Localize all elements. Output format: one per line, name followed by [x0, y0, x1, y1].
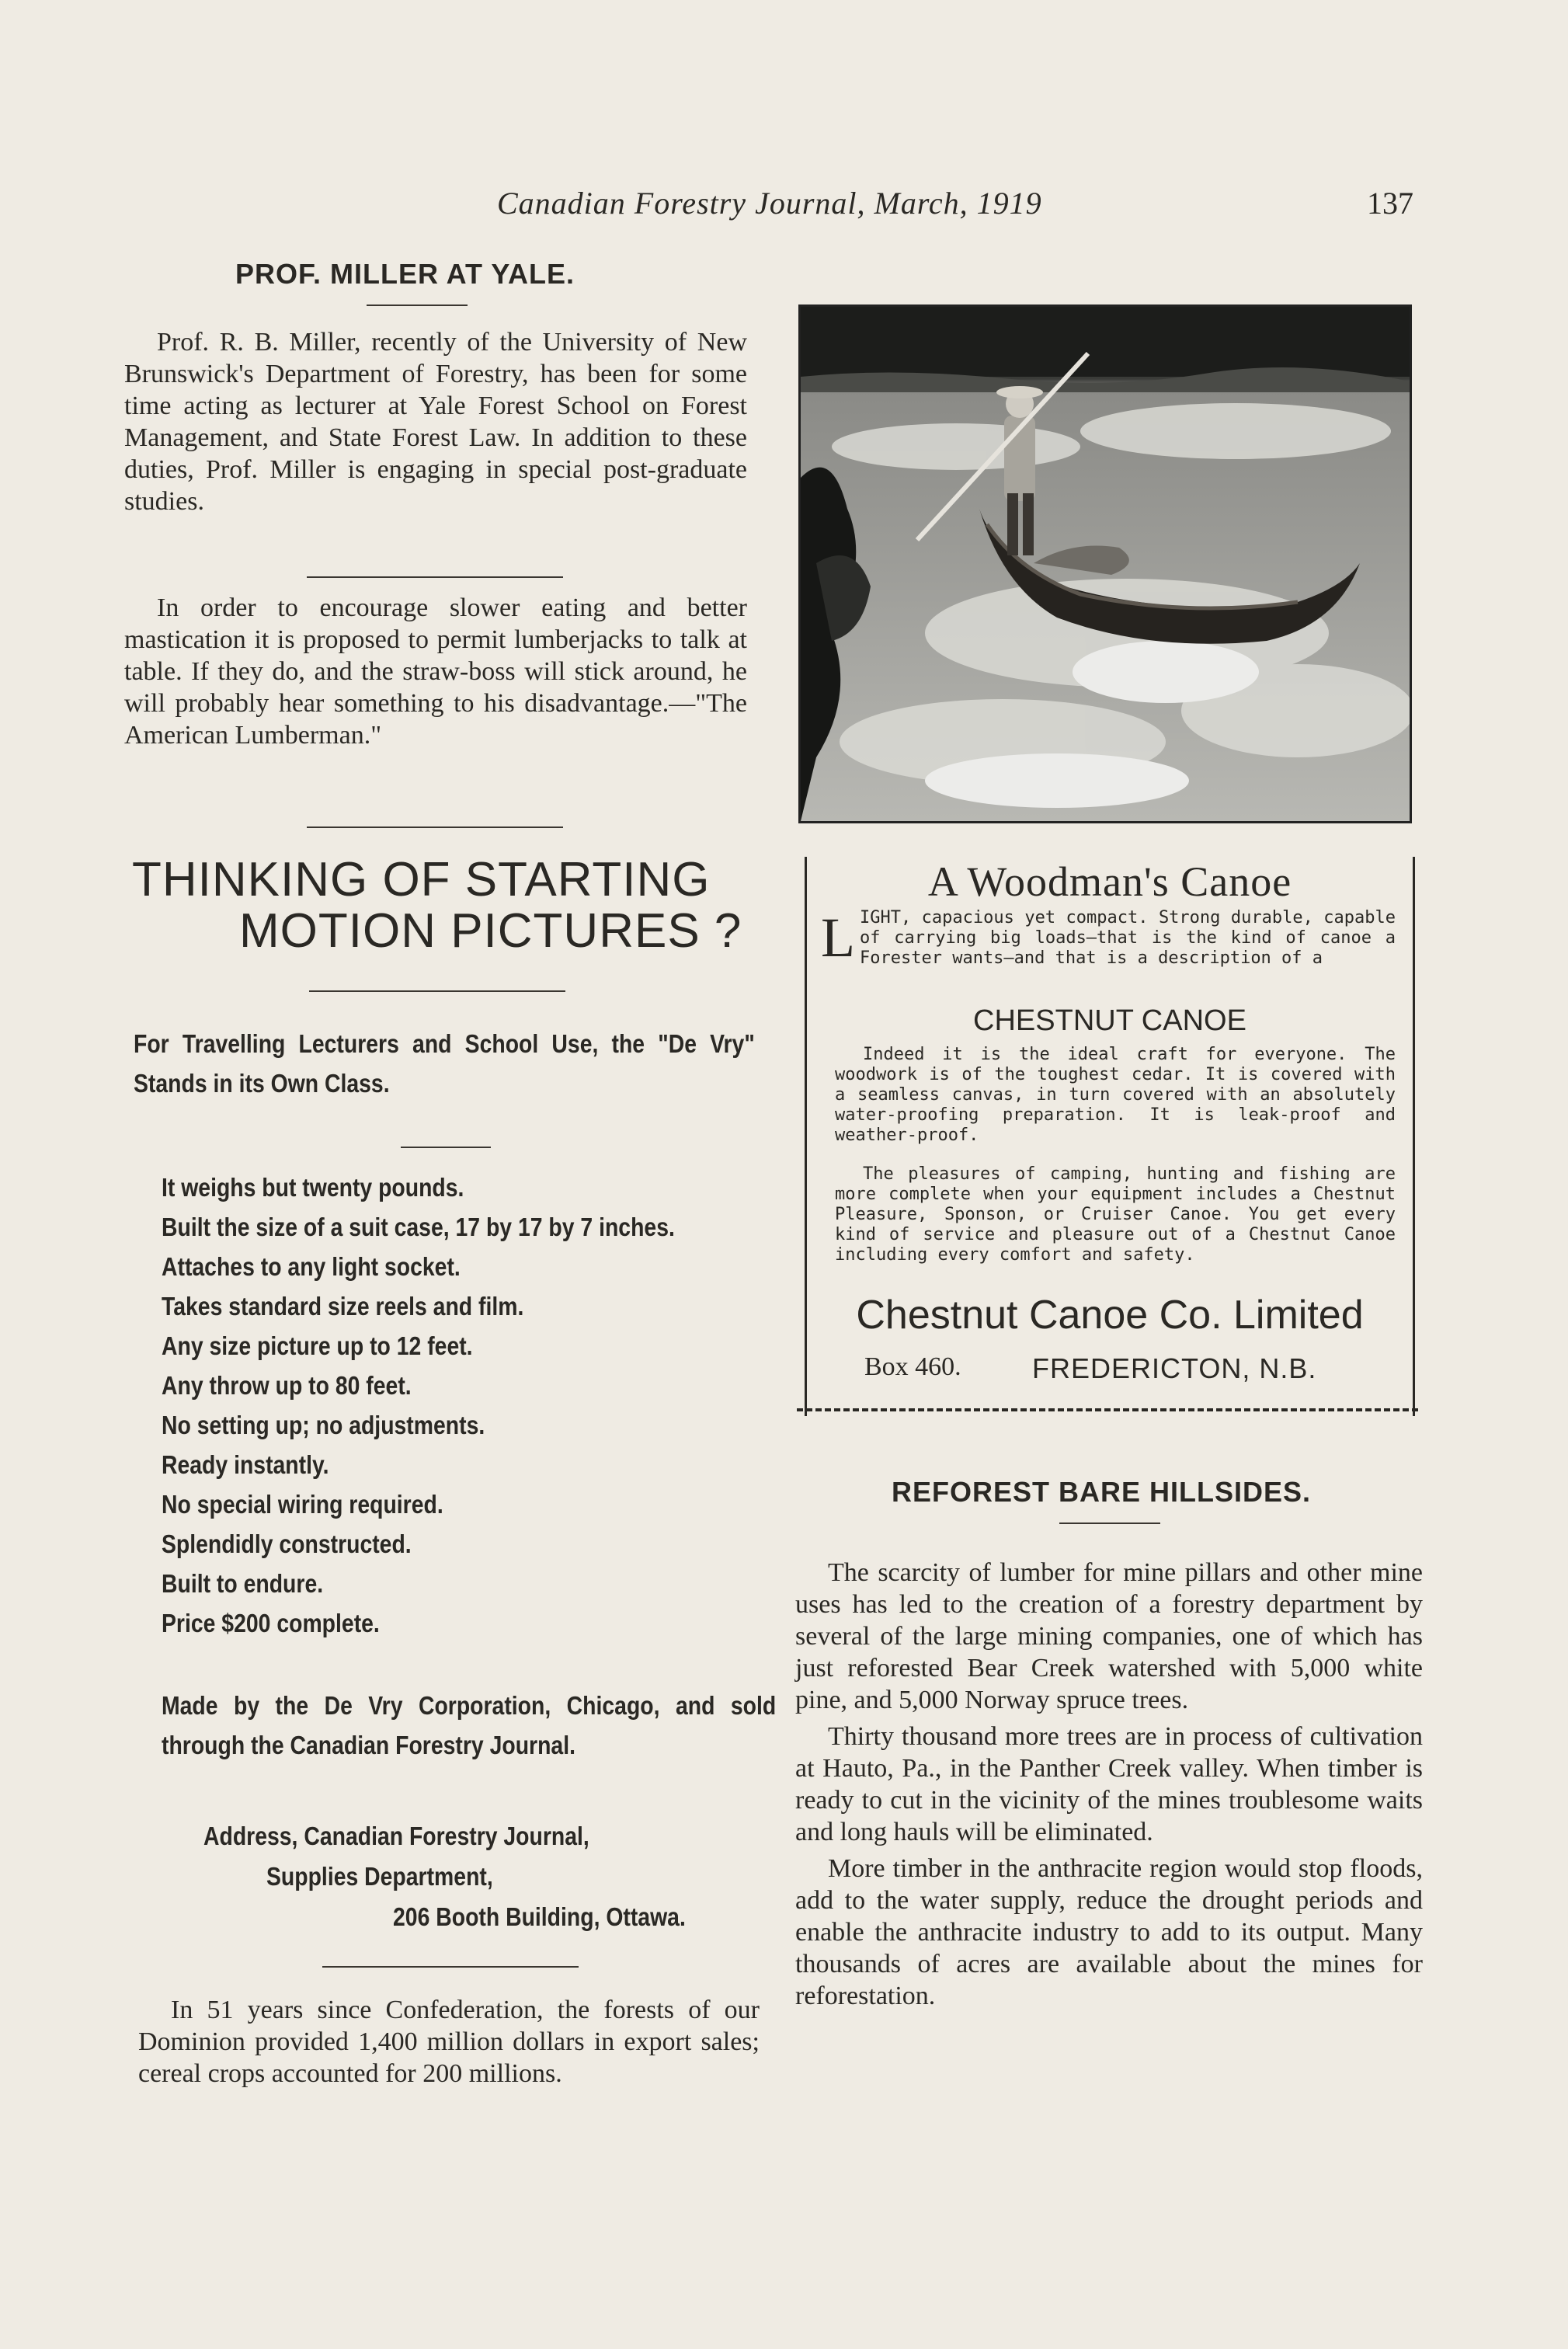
ad-body1: Indeed it is the ideal craft for everyone. The woodwork is of the toughest cedar. It is covered with a seamless canvas, in turn covered with an absolutely water-proofing preparation. It is leak-proof and weather-proof. — [835, 1045, 1396, 1145]
divider — [1059, 1522, 1160, 1524]
reforest-article — [795, 1557, 1423, 2012]
feature-item: It weighs but twenty pounds. — [162, 1173, 464, 1202]
divider — [401, 1147, 491, 1148]
canoe-illustration — [801, 307, 1410, 821]
feature-item: No setting up; no adjustments. — [162, 1411, 485, 1439]
ad-dropcap: L — [821, 907, 855, 969]
ad-city: FREDERICTON, N.B. — [1032, 1352, 1317, 1384]
page-number: 137 — [1367, 186, 1413, 221]
divider — [307, 826, 563, 828]
feature-item: Any throw up to 80 feet. — [162, 1371, 412, 1400]
reforest-heading: REFOREST BARE HILLSIDES. — [892, 1476, 1312, 1508]
feature-item: Any size picture up to 12 feet. — [162, 1331, 473, 1360]
address-line2: Supplies Department, — [266, 1862, 493, 1891]
ad-bottom-rule — [797, 1408, 1418, 1411]
mastication-paragraph: In order to encourage slower eating and better mastication it is proposed to permit lumberjacks to talk at table. If they do, and the straw-boss will stick around, he will probably hear something to his disadvantage.—"The American Lumberman." — [124, 593, 747, 750]
feature-item: Built to endure. — [162, 1569, 324, 1598]
feature-item: Splendidly constructed. — [162, 1529, 412, 1558]
feature-item: No special wiring required. — [162, 1490, 443, 1519]
feature-item: Ready instantly. — [162, 1450, 329, 1479]
reforest-paragraph: The scarcity of lumber for mine pillars and other mine uses has led to the creation of a forestry department by several of the large mining companies, one of which has just reforested Bear Creek watershed with 5,000 white pine, and 5,000 Norway spruce trees. — [795, 1558, 1423, 1714]
miller-article — [124, 326, 747, 517]
ad-product: CHESTNUT CANOE — [973, 1004, 1246, 1037]
divider — [309, 990, 565, 992]
ad-title: A Woodman's Canoe — [927, 858, 1292, 905]
divider — [322, 1966, 579, 1968]
feature-item: Attaches to any light socket. — [162, 1252, 461, 1281]
chestnut-ad — [805, 857, 1415, 1416]
ad-box-number: Box 460. — [864, 1352, 961, 1381]
mastication-article — [124, 592, 747, 751]
divider — [367, 304, 468, 306]
reforest-paragraph: Thirty thousand more trees are in process of cultivation at Hauto, Pa., in the Panther Creek valley. When timber is ready to cut in the vicinity of the mines troublesome waits and long hauls will be eliminated. — [795, 1722, 1423, 1846]
address-line1: Address, Canadian Forestry Journal, — [203, 1822, 589, 1850]
confederation-paragraph: In 51 years since Confederation, the forests of our Dominion provided 1,400 million dollars in export sales; cereal crops accounted for 200 millions. — [138, 1996, 760, 2088]
motion-heading-line1: THINKING OF STARTING — [132, 853, 711, 907]
feature-list — [162, 1168, 776, 1643]
address-line3: 206 Booth Building, Ottawa. — [393, 1902, 686, 1931]
made-by: Made by the De Vry Corporation, Chicago, and sold through the Canadian Forestry Journal. — [162, 1691, 777, 1759]
miller-paragraph: Prof. R. B. Miller, recently of the University of New Brunswick's Department of Forestry, has been for some time acting as lecturer at Yale Forest School on Forest Management, and State Forest Law. In addition to these duties, Prof. Miller is engaging in special post-graduate studies. — [124, 328, 747, 516]
ad-company: Chestnut Canoe Co. Limited — [856, 1293, 1364, 1338]
devry-intro: For Travelling Lecturers and School Use, the "De Vry" Stands in its Own Class. — [134, 1029, 755, 1098]
divider — [307, 576, 563, 578]
motion-heading-line2: MOTION PICTURES ? — [239, 904, 742, 958]
reforest-paragraph: More timber in the anthracite region would stop floods, add to the water supply, reduce the drought periods and enable the anthracite industry to add to its output. Many thousands of acres are available about the mines for reforestation. — [795, 1854, 1423, 2010]
journal-title: Canadian Forestry Journal, March, 1919 — [497, 186, 1042, 221]
ad-body2: The pleasures of camping, hunting and fishing are more complete when your equipment includes a Chestnut Pleasure, Sponson, or Cruiser Canoe. You get every kind of service and pleasure out of a Chestnut Canoe including every comfort and safety. — [835, 1164, 1396, 1265]
ad-intro: IGHT, capacious yet compact. Strong durable, capable of carrying big loads—that is the kind of canoe a Forester wants—and that is a description of a — [860, 908, 1396, 968]
feature-item: Built the size of a suit case, 17 by 17 by 7 inches. — [162, 1213, 675, 1241]
feature-item: Price $200 complete. — [162, 1609, 380, 1637]
confederation-article — [138, 1994, 760, 2090]
feature-item: Takes standard size reels and film. — [162, 1292, 524, 1321]
canoe-photo — [798, 304, 1412, 823]
miller-heading: PROF. MILLER AT YALE. — [235, 258, 575, 290]
